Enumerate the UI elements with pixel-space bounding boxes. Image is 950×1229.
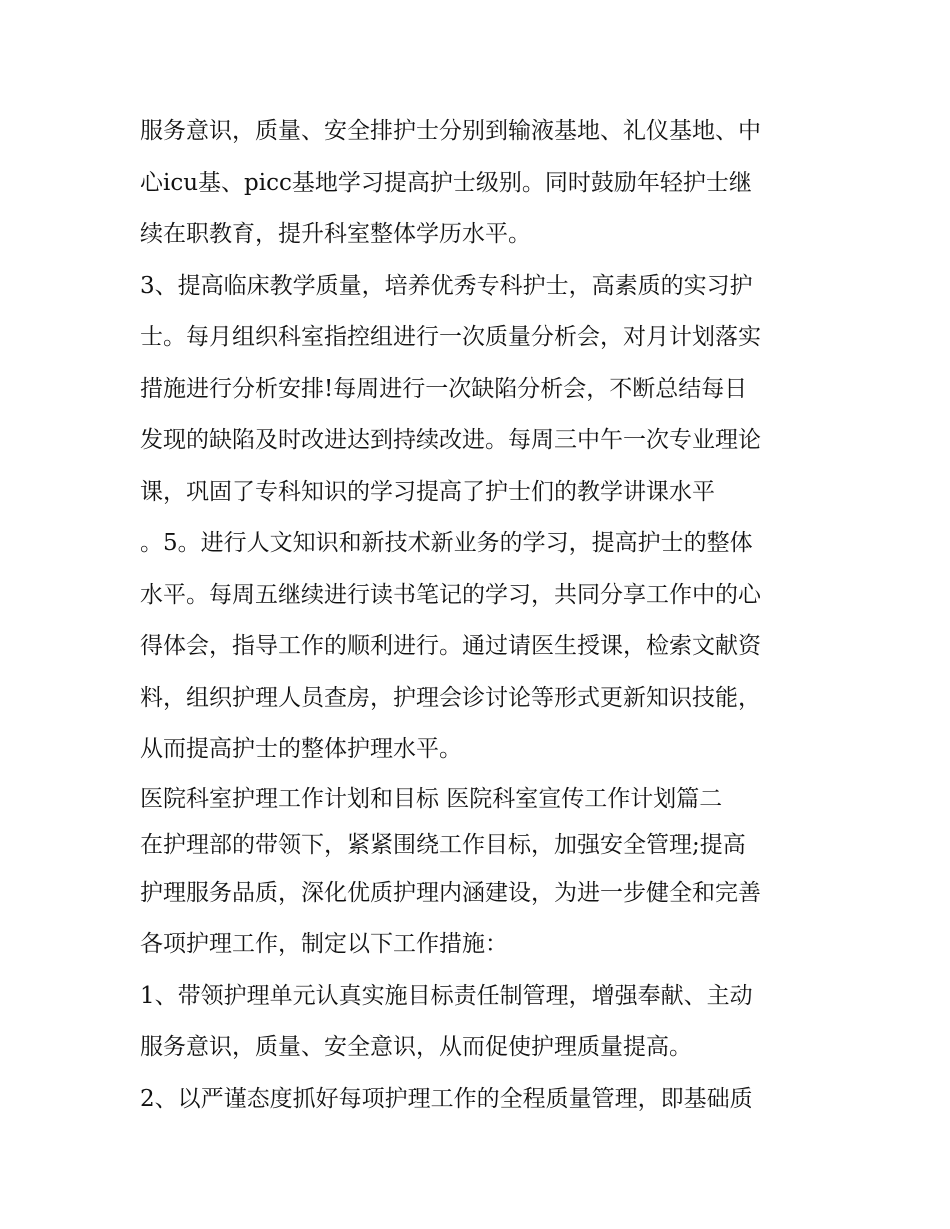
text-line: 服务意识，质量、安全排护士分别到输液基地、礼仪基地、中 — [140, 118, 761, 144]
text-line: 2、以严谨态度抓好每项护理工作的全程质量管理，即基础质 — [140, 1085, 753, 1112]
text-line: 发现的缺陷及时改进达到持续改进。每周三中午一次专业理论 — [140, 427, 761, 453]
text-line: 从而提高护士的整体护理水平。 — [140, 736, 462, 762]
text-line: 料，组织护理人员查房，护理会诊讨论等形式更新知识技能， — [140, 684, 761, 711]
text-line: 。5。进行人文知识和新技术新业务的学习，提高护士的整体 — [140, 530, 753, 556]
body-text — [140, 106, 820, 1125]
text-line: 3、提高临床教学质量，培养优秀专科护士，高素质的实习护 — [140, 272, 753, 299]
text-line: 各项护理工作，制定以下工作措施： — [140, 931, 508, 957]
text-line: 课，巩固了专科知识的学习提高了护士们的教学讲课水平 — [140, 478, 715, 505]
text-line: 续在职教育，提升科室整体学历水平。 — [140, 221, 531, 247]
text-line: 护理服务品质，深化优质护理内涵建设，为进一步健全和完善 — [140, 879, 761, 906]
text-line: 水平。每周五继续进行读书笔记的学习，共同分享工作中的心 — [140, 581, 761, 608]
text-line: 得体会，指导工作的顺利进行。通过请医生授课，检索文献资 — [140, 633, 761, 659]
text-line: 在护理部的带领下，紧紧围绕工作目标，加强安全管理;提高 — [140, 831, 746, 858]
text-line: 服务意识，质量、安全意识，从而促使护理质量提高。 — [140, 1034, 692, 1060]
text-line: 士。每月组织科室指控组进行一次质量分析会，对月计划落实 — [140, 324, 761, 350]
text-line: 措施进行分析安排!每周进行一次缺陷分析会，不断总结每日 — [140, 375, 748, 402]
text-line: 心icu基、picc基地学习提高护士级别。同时鼓励年轻护士继 — [140, 169, 752, 196]
text-line: 1、带领护理单元认真实施目标责任制管理，增强奉献、主动 — [140, 982, 753, 1009]
section-heading: 医院科室护理工作计划和目标 医院科室宣传工作计划篇二 — [140, 785, 723, 812]
